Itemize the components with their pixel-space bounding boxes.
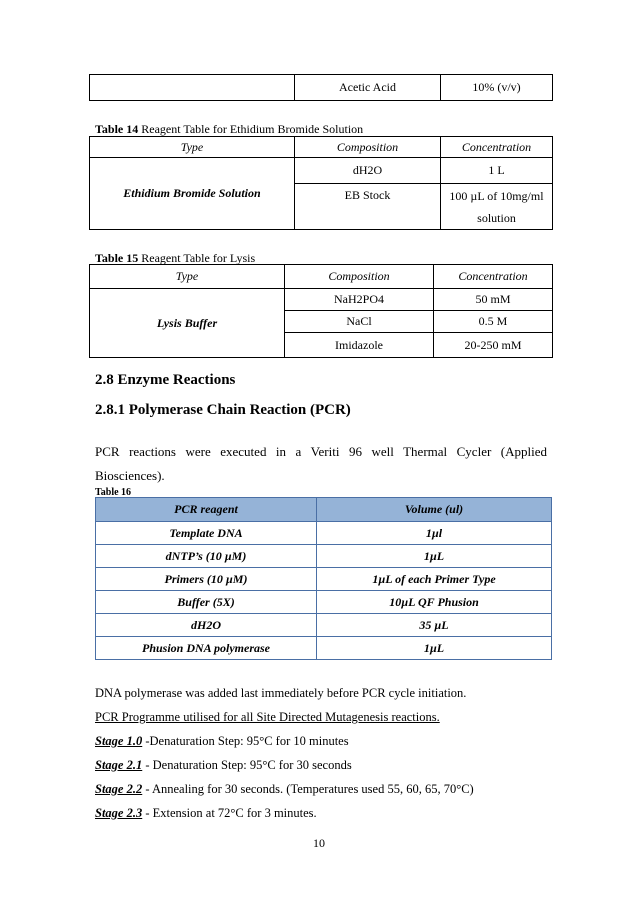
composition-cell: Acetic Acid [295, 75, 441, 101]
page-number: 10 [313, 836, 325, 850]
programme-heading: PCR Programme utilised for all Site Directed Mutagenesis reactions. [95, 710, 440, 724]
table15 [89, 264, 553, 358]
table16-pcr-reagents [95, 497, 552, 660]
concentration-cell: 20-250 mM [434, 333, 553, 358]
header-type: Type [90, 265, 285, 289]
table14-label: Table 14 [95, 122, 139, 136]
concentration-cell: 100 µL of 10mg/ml solution [441, 184, 553, 230]
table16-label: Table 16 [95, 487, 132, 498]
composition-cell: EB Stock [295, 184, 441, 230]
composition-cell: Imidazole [285, 333, 434, 358]
header-composition: Composition [285, 265, 434, 289]
type-cell: Lysis Buffer [90, 289, 285, 358]
composition-cell: dH2O [295, 158, 441, 184]
stage-line: Stage 1.0 -Denaturation Step: 95°C for 10 minutes [95, 734, 349, 748]
concentration-cell: 50 mM [434, 289, 553, 311]
table15-caption: Table 15 Reagent Table for Lysis [95, 251, 256, 265]
concentration-cell: 0.5 M [434, 311, 553, 333]
type-cell: Ethidium Bromide Solution [90, 158, 295, 230]
table-row: Phusion DNA polymerase 1µL [96, 637, 552, 660]
table15-label: Table 15 [95, 251, 139, 265]
stage-line: Stage 2.2 - Annealing for 30 seconds. (Temperatures used 55, 60, 65, 70°C) [95, 782, 474, 796]
header-concentration: Concentration [434, 265, 553, 289]
header-volume: Volume (ul) [317, 498, 552, 522]
table-row: Primers (10 µM) 1µL of each Primer Type [96, 568, 552, 591]
stage-line: Stage 2.1 - Denaturation Step: 95°C for 30 seconds [95, 758, 352, 772]
header-concentration: Concentration [441, 137, 553, 158]
polymerase-note: DNA polymerase was added last immediately before PCR cycle initiation. [95, 686, 467, 700]
table-row: Template DNA 1µl [96, 522, 552, 545]
table14-caption: Table 14 Reagent Table for Ethidium Bromide Solution [95, 122, 364, 136]
pcr-paragraph: PCR reactions were executed in a Veriti 96 well Thermal Cycler (Applied Biosciences). [95, 444, 547, 483]
acetic-acid-table [89, 74, 553, 101]
table14 [89, 136, 553, 230]
section-heading-2-8: 2.8 Enzyme Reactions [95, 372, 236, 388]
section-heading-2-8-1: 2.8.1 Polymerase Chain Reaction (PCR) [95, 402, 351, 418]
header-type: Type [90, 137, 295, 158]
concentration-cell: 10% (v/v) [441, 75, 553, 101]
stage-line: Stage 2.3 - Extension at 72°C for 3 minutes. [95, 806, 317, 820]
table-row: Buffer (5X) 10µL QF Phusion [96, 591, 552, 614]
composition-cell: NaH2PO4 [285, 289, 434, 311]
header-composition: Composition [295, 137, 441, 158]
composition-cell: NaCl [285, 311, 434, 333]
concentration-cell: 1 L [441, 158, 553, 184]
header-pcr-reagent: PCR reagent [96, 498, 317, 522]
table-row: dH2O 35 µL [96, 614, 552, 637]
table-row: dNTP’s (10 µM) 1µL [96, 545, 552, 568]
